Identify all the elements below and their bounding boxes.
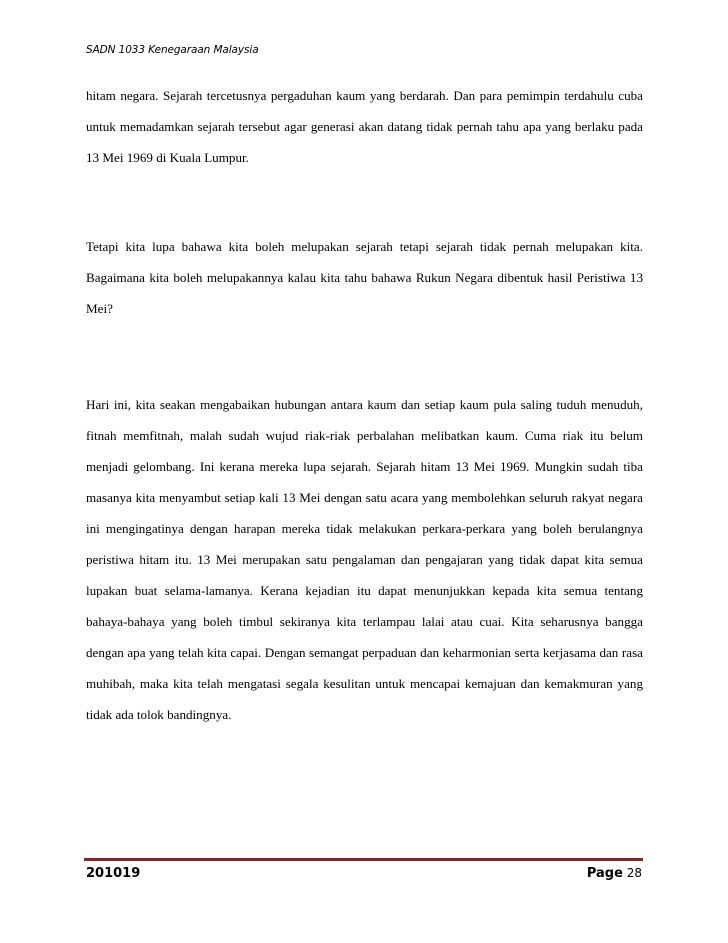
footer-divider: [84, 858, 643, 861]
paragraph-3: Hari ini, kita seakan mengabaikan hubungan antara kaum dan setiap kaum pula saling tuduh menuduh, fitnah memfitnah, malah sudah wujud riak-riak perbalahan melibatkan kaum. Cuma riak itu belum menjadi gelombang. Ini kerana mereka lupa sejarah. Sejarah hitam 13 Mei 1969. Mungkin sudah tiba masanya kita menyambut setiap kali 13 Mei dengan satu acara yang membolehkan seluruh rakyat negara ini mengingatinya dengan harapan mereka tidak melakukan perkara-perkara yang boleh berulangnya peristiwa hitam itu. 13 Mei merupakan satu pengalaman dan pengajaran yang tidak dapat kita semua lupakan buat selama-lamanya. Kerana kejadian itu dapat menunjukkan kepada kita semua tentang bahaya-bahaya yang boleh timbul sekiranya kita terlampau lalai atau cuai. Kita seharusnya bangga dengan apa yang telah kita capai. Dengan semangat perpaduan dan keharmonian serta kerjasama dan rasa muhibah, maka kita telah mengatasi segala kesulitan untuk mencapai kemajuan dan kemakmuran yang tidak ada tolok bandingnya.: [86, 397, 643, 722]
paragraph-2: Tetapi kita lupa bahawa kita boleh melupakan sejarah tetapi sejarah tidak pernah melupakan kita. Bagaimana kita boleh melupakannya kalau kita tahu bahawa Rukun Negara dibentuk hasil Peristiwa 13 Mei?: [86, 239, 643, 316]
page-indicator: [587, 866, 642, 881]
running-header: SADN 1033 Kenegaraan Malaysia: [86, 44, 259, 56]
footer-code: 201019: [86, 866, 141, 881]
page-number: 28: [626, 866, 642, 880]
paragraph-1: hitam negara. Sejarah tercetusnya pergaduhan kaum yang berdarah. Dan para pemimpin terdahulu cuba untuk memadamkan sejarah tersebut agar generasi akan datang tidak pernah tahu apa yang berlaku pada 13 Mei 1969 di Kuala Lumpur.: [86, 88, 643, 165]
page-label: Page: [586, 866, 623, 881]
